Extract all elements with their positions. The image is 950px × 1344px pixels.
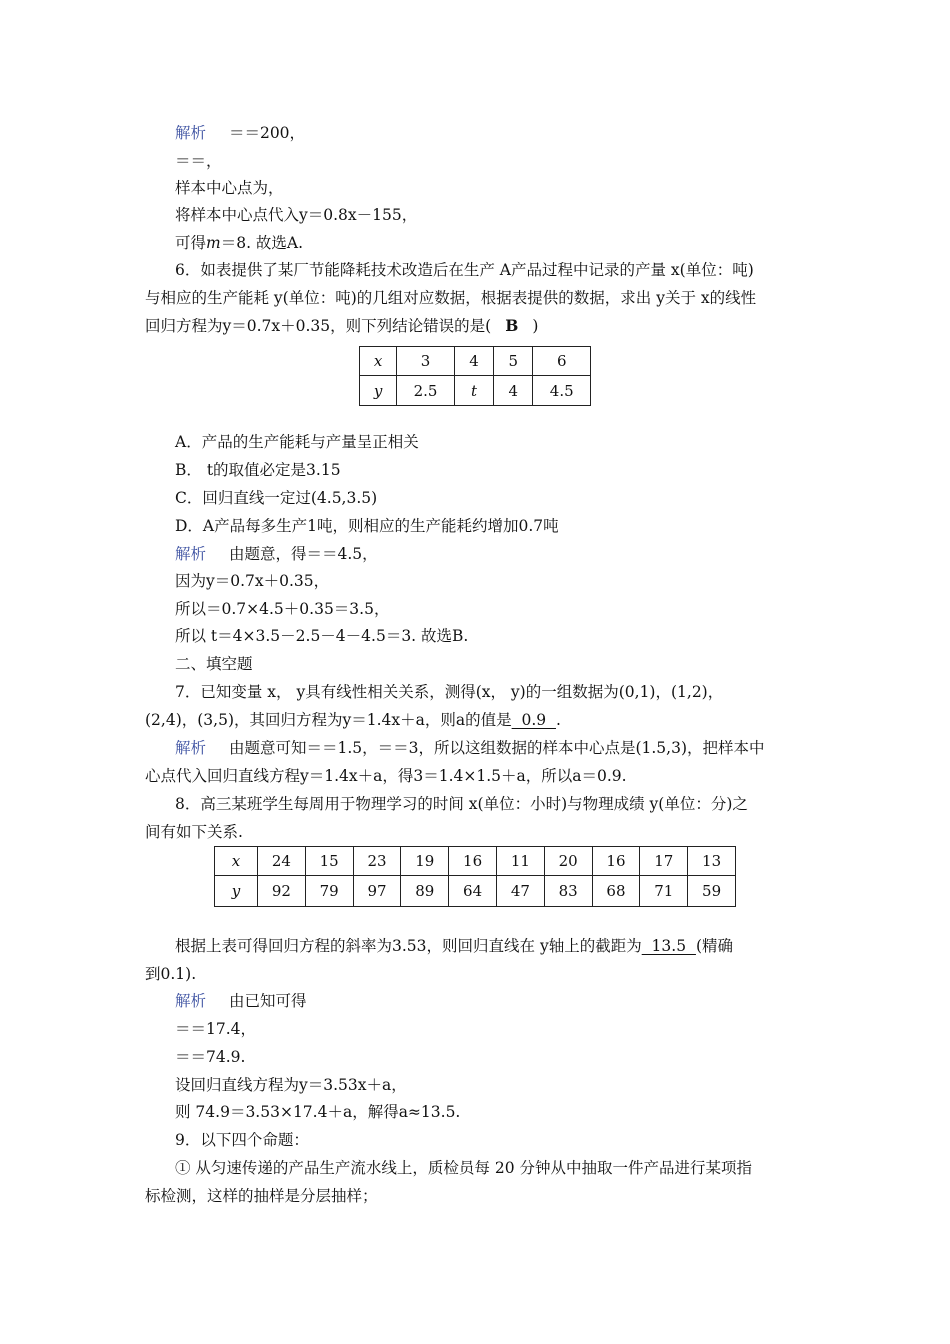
table-cell: 17 (640, 847, 688, 876)
table-cell: 19 (401, 847, 449, 876)
table-cell: 47 (496, 876, 544, 907)
q6-option-c: C．回归直线一定过(4.5,3.5) (175, 489, 378, 507)
table-cell: 59 (688, 876, 736, 907)
table-cell: 24 (258, 847, 306, 876)
table-cell: 4 (494, 376, 533, 406)
q6-stem-line-3: 回归方程为y＝0.7x＋0.35，则下列结论错误的是( B ) (145, 316, 539, 335)
table-cell: 68 (592, 876, 640, 907)
table-cell: 20 (544, 847, 592, 876)
table-cell: 5 (494, 347, 533, 376)
q5-solution-line-2: ＝＝， (175, 152, 222, 170)
q7-answer: 0.9 (511, 711, 556, 729)
q5-solution-line-3: 样本中心点为， (175, 179, 284, 197)
q8-stem-line-1: 8．高三某班学生每周用于物理学习的时间 x(单位：小时)与物理成绩 y(单位：分)之 (175, 795, 748, 813)
table-row (215, 876, 736, 907)
table-cell: 92 (258, 876, 306, 907)
section-heading: 二、填空题 (175, 655, 253, 673)
q6-solution-line-4: 所以 t＝4×3.5－2.5－4－4.5＝3. 故选B. (175, 627, 469, 645)
q5-solution-line-1: 解析 ＝＝200， (175, 124, 306, 142)
table-cell: x (360, 347, 397, 376)
table-cell: 13 (688, 847, 736, 876)
q6-stem-line-1: 6．如表提供了某厂节能降耗技术改造后在生产 A产品过程中记录的产量 x(单位：吨) (175, 261, 754, 279)
table-cell: 97 (353, 876, 401, 907)
q8-solution-line-5: 则 74.9＝3.53×17.4＋a，解得a≈13.5. (175, 1103, 461, 1121)
table-cell: y (360, 376, 397, 406)
q8-solution-line-1: 解析 由已知可得 (175, 992, 307, 1010)
table-cell: 79 (305, 876, 353, 907)
q9-stem: 9．以下四个命题： (175, 1131, 309, 1149)
q7-stem-line-2: (2,4)，(3,5)，其回归方程为y＝1.4x＋a，则a的值是 0.9 . (145, 711, 561, 729)
q9-proposition-1-line-2: 标检测，这样的抽样是分层抽样； (145, 1187, 378, 1205)
table-cell: 15 (305, 847, 353, 876)
q6-stem-line-2: 与相应的生产能耗 y(单位：吨)的几组对应数据，根据表提供的数据，求出 y关于 x的线性 (145, 289, 757, 307)
q6-option-a: A．产品的生产能耗与产量呈正相关 (175, 433, 419, 451)
table-cell: 71 (640, 876, 688, 907)
table-cell: 4.5 (533, 376, 591, 406)
analysis-label: 解析 (175, 124, 207, 142)
table-cell: x (215, 847, 258, 876)
q8-solution-line-2: ＝＝17.4， (175, 1020, 257, 1038)
table-row (360, 376, 591, 406)
q8-solution-line-3: ＝＝74.9. (175, 1048, 246, 1066)
q8-stem-line-2: 间有如下关系. (145, 823, 243, 841)
analysis-label: 解析 (175, 545, 207, 563)
q6-answer: B (505, 316, 519, 335)
table-row (215, 847, 736, 876)
table-cell: 3 (397, 347, 454, 376)
q6-solution-line-1: 解析 由题意，得＝＝4.5， (175, 545, 378, 563)
q8-question-line-1: 根据上表可得回归方程的斜率为3.53，则回归直线在 y轴上的截距为 13.5 (精确 (175, 937, 733, 955)
q6-option-d: D．A产品每多生产1吨，则相应的生产能耗约增加0.7吨 (175, 517, 559, 535)
q7-stem-line-1: 7．已知变量 x， y具有线性相关关系，测得(x， y)的一组数据为(0,1)，(1,2)， (175, 683, 724, 701)
analysis-label: 解析 (175, 992, 207, 1010)
q7-solution-line-2: 心点代入回归直线方程y＝1.4x＋a，得3＝1.4×1.5＋a，所以a＝0.9. (145, 767, 627, 785)
table-cell: 6 (533, 347, 591, 376)
table-cell: 2.5 (397, 376, 454, 406)
q6-option-b: B． t的取值必定是3.15 (175, 461, 341, 479)
table-cell: 83 (544, 876, 592, 907)
q8-question-line-2: 到0.1). (145, 965, 197, 983)
table-row (360, 347, 591, 376)
q8-answer: 13.5 (641, 937, 696, 955)
table-cell: 16 (449, 847, 497, 876)
q6-solution-line-2: 因为y＝0.7x＋0.35， (175, 572, 330, 590)
q5-solution-line-5: 可得m＝8. 故选A. (175, 234, 304, 252)
table-cell: 23 (353, 847, 401, 876)
analysis-label: 解析 (175, 739, 207, 757)
q5-solution-line-4: 将样本中心点代入y＝0.8x－155， (175, 206, 418, 224)
table-cell: 11 (496, 847, 544, 876)
q7-solution-line-1: 解析 由题意可知＝＝1.5，＝＝3，所以这组数据的样本中心点是(1.5,3)，把样本中 (175, 739, 765, 757)
q9-proposition-1-line-1: ① 从匀速传递的产品生产流水线上，质检员每 20 分钟从中抽取一件产品进行某项指 (175, 1159, 753, 1177)
table-cell: t (454, 376, 493, 406)
table-cell: 16 (592, 847, 640, 876)
q8-data-table (214, 846, 736, 907)
table-cell: 89 (401, 876, 449, 907)
q6-data-table (359, 346, 591, 406)
q8-solution-line-4: 设回归直线方程为y＝3.53x＋a， (175, 1076, 407, 1094)
table-cell: 4 (454, 347, 493, 376)
table-cell: y (215, 876, 258, 907)
table-cell: 64 (449, 876, 497, 907)
q6-solution-line-3: 所以＝0.7×4.5＋0.35＝3.5， (175, 600, 390, 618)
